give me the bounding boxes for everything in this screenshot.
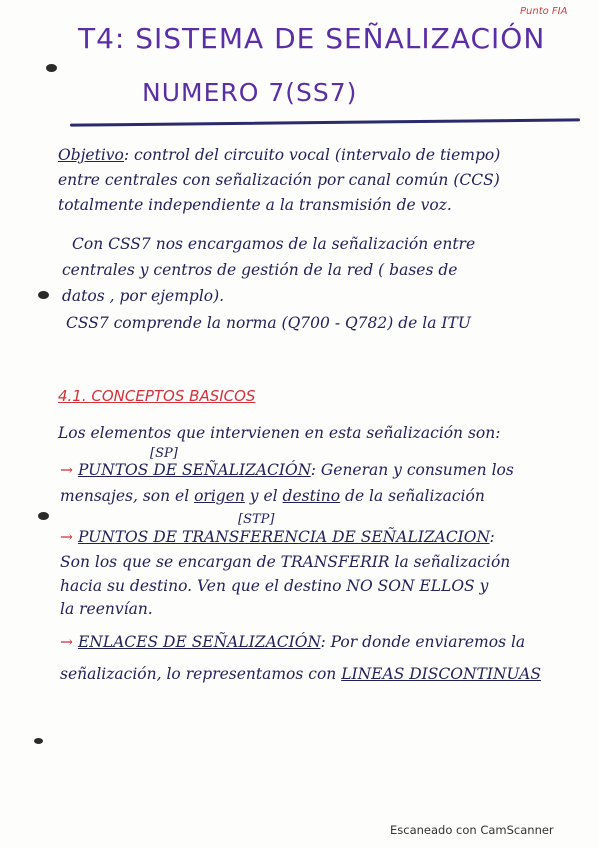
page-title-line2: NUMERO 7(SS7): [142, 78, 358, 107]
stp-line3: la reenvían.: [60, 600, 153, 618]
section-title: 4.1. CONCEPTOS BASICOS: [58, 387, 256, 405]
sp-term: PUNTOS DE SEÑALIZACIÓN: [77, 461, 311, 479]
stp-colon: :: [489, 528, 495, 546]
sp-text-y: y el: [244, 487, 283, 505]
links-term: ENLACES DE SEÑALIZACIÓN: [77, 633, 321, 651]
stp-line-title: [60, 528, 495, 546]
ccs7-norm: CSS7 comprende la norma (Q700 - Q782) de la ITU: [66, 314, 471, 332]
page-title-line1: T4: SISTEMA DE SEÑALIZACIÓN: [78, 22, 546, 55]
objective-label: Objetivo: [58, 146, 124, 164]
arrow-icon: →: [60, 633, 73, 651]
scanner-watermark: Escaneado con CamScanner: [390, 823, 554, 837]
objective-line1: [58, 146, 500, 164]
links-text: : Por donde enviaremos la: [320, 633, 526, 651]
sp-line1: [60, 461, 514, 479]
links-emph: LINEAS DISCONTINUAS: [341, 665, 541, 683]
objective-line2: entre centrales con señalización por canal común (CCS): [58, 171, 500, 189]
stp-term: PUNTOS DE TRANSFERENCIA DE SEÑALIZACION: [77, 528, 490, 546]
objective-text: : control del circuito vocal (intervalo de tiempo): [123, 146, 501, 164]
stp-tag: [STP]: [238, 512, 275, 527]
sp-text-pre: mensajes, son el: [60, 487, 195, 505]
sp-destino: destino: [282, 487, 341, 505]
objective-line3: totalmente independiente a la transmisión de voz.: [58, 196, 452, 214]
title-underline: [70, 118, 580, 126]
punch-hole: [46, 64, 57, 72]
corner-tag: Punto FIA: [520, 6, 568, 17]
ccs7-line3: datos , por ejemplo).: [62, 287, 225, 305]
sp-origen: origen: [194, 487, 245, 505]
links-text-pre: señalización, lo representamos con: [60, 665, 342, 683]
punch-hole: [38, 291, 49, 299]
punch-hole: [34, 738, 43, 744]
arrow-icon: →: [60, 528, 73, 546]
ccs7-line1: Con CSS7 nos encargamos de la señalización entre: [72, 235, 476, 253]
links-line2: [60, 665, 541, 683]
ccs7-line2: centrales y centros de gestión de la red ( bases de: [62, 261, 458, 279]
sp-text-post: de la señalización: [340, 487, 485, 505]
links-line1: [60, 633, 525, 651]
sp-tag: [SP]: [150, 446, 178, 461]
section-intro: Los elementos que intervienen en esta señalización son:: [58, 424, 501, 442]
stp-line2: hacia su destino. Ven que el destino NO SON ELLOS y: [60, 577, 489, 595]
punch-hole: [38, 512, 49, 520]
arrow-icon: →: [60, 461, 73, 479]
sp-text: : Generan y consumen los: [310, 461, 514, 479]
sp-line2: [60, 487, 485, 505]
stp-line1: Son los que se encargan de TRANSFERIR la señalización: [60, 553, 511, 571]
